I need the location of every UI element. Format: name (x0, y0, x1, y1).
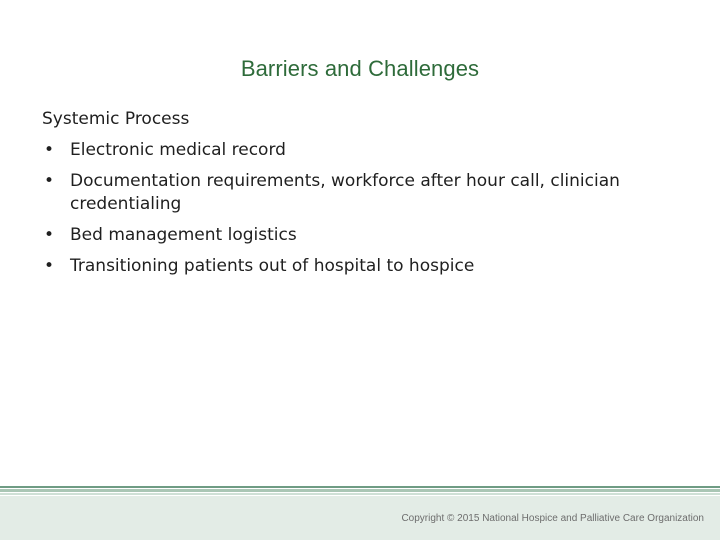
bullet-marker: • (43, 140, 55, 160)
slide-title: Barriers and Challenges (240, 56, 480, 81)
bullet-marker: • (43, 256, 55, 276)
bullet-text: Electronic medical record (70, 140, 286, 160)
footer-divider-line (0, 489, 720, 492)
bullet-text: Transitioning patients out of hospital to hospice (70, 256, 475, 276)
bullet-item (42, 170, 682, 216)
slide-body (42, 108, 682, 286)
bullet-item (42, 139, 682, 162)
bullet-item (42, 224, 682, 247)
footer-divider-line (0, 486, 720, 488)
bullet-marker: • (43, 171, 55, 191)
footer-band (0, 486, 720, 540)
bullet-item (42, 255, 682, 278)
bullet-list (42, 139, 682, 278)
bullet-marker: • (43, 225, 55, 245)
copyright-notice: Copyright © 2015 National Hospice and Palliative Care Organization (401, 513, 704, 524)
bullet-text: Bed management logistics (70, 225, 297, 245)
footer-divider-line (0, 493, 720, 495)
bullet-text: Documentation requirements, workforce after hour call, clinician credentialing (70, 171, 620, 214)
section-heading: Systemic Process (42, 109, 190, 129)
